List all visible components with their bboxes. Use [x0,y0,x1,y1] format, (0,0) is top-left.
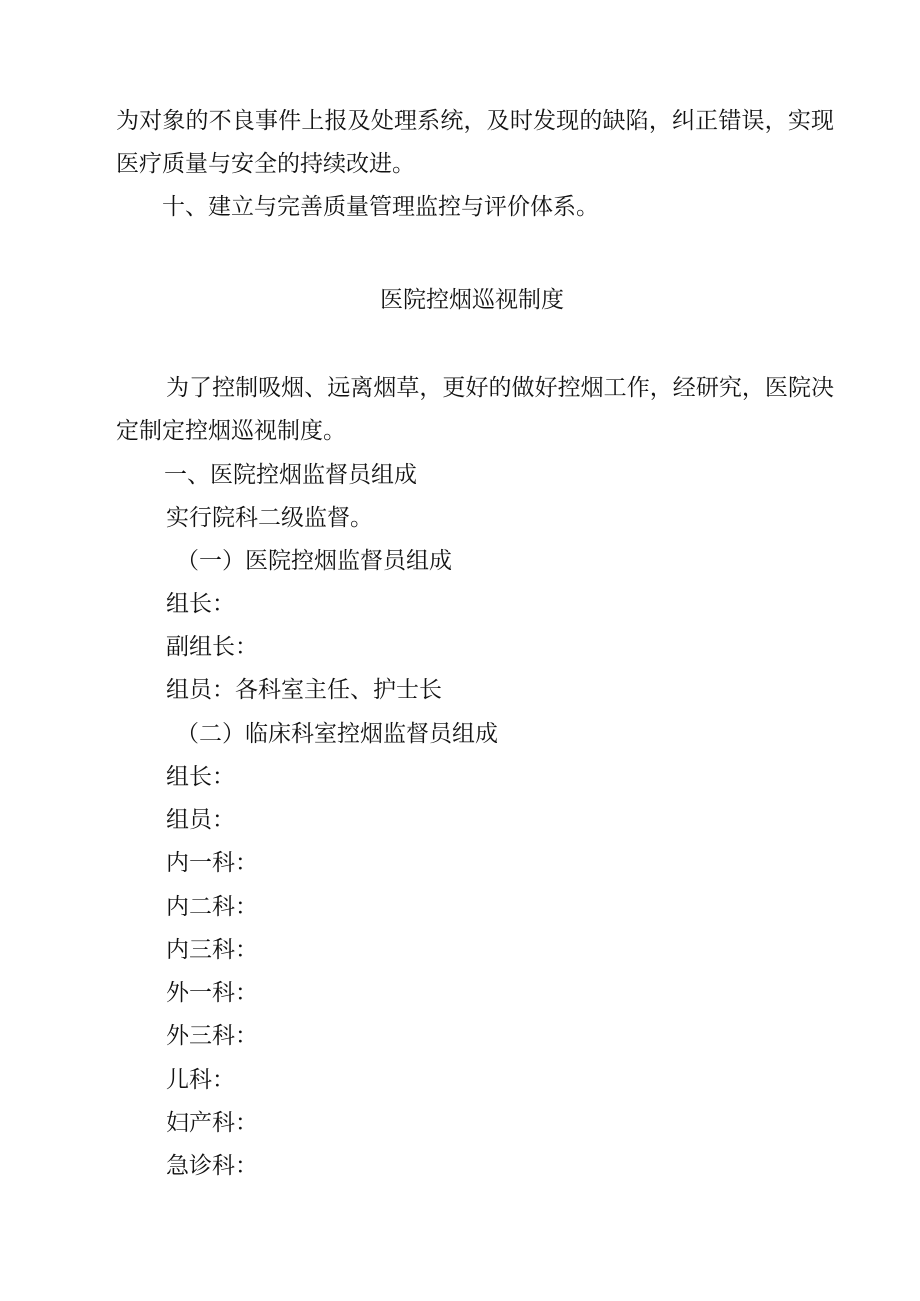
item-10: 十、建立与完善质量管理监控与评价体系。 [162,194,599,220]
section-1-subtitle: 实行院科二级监督。 [166,505,373,531]
subsection-1-heading: （一）医院控烟监督员组成 [176,548,452,574]
sub2-leader: 组长： [166,764,235,790]
dept-item: 急诊科： [166,1153,258,1179]
dept-item: 妇产科： [166,1110,258,1136]
dept-item: 内二科： [166,894,258,920]
dept-item: 儿科： [166,1067,235,1093]
dept-item: 内一科： [166,850,258,876]
continuation-line-2: 医疗质量与安全的持续改进。 [116,151,415,177]
intro-line-2: 定制定控烟巡视制度。 [116,418,346,444]
sub1-members: 组员：各科室主任、护士长 [166,677,442,703]
sub2-members: 组员： [166,807,235,833]
dept-item: 内三科： [166,937,258,963]
section-1-heading: 一、医院控烟监督员组成 [164,462,417,488]
sub1-deputy-leader: 副组长： [166,634,258,660]
dept-item: 外一科： [166,980,258,1006]
intro-line-1: 为了控制吸烟、远离烟草，更好的做好控烟工作，经研究，医院决 [166,375,834,401]
subsection-2-heading: （二）临床科室控烟监督员组成 [176,721,498,747]
dept-item: 外三科： [166,1023,258,1049]
document-title: 医院控烟巡视制度 [380,287,564,313]
sub1-leader: 组长： [166,591,235,617]
continuation-line-1: 为对象的不良事件上报及处理系统，及时发现的缺陷，纠正错误，实现 [116,108,834,134]
